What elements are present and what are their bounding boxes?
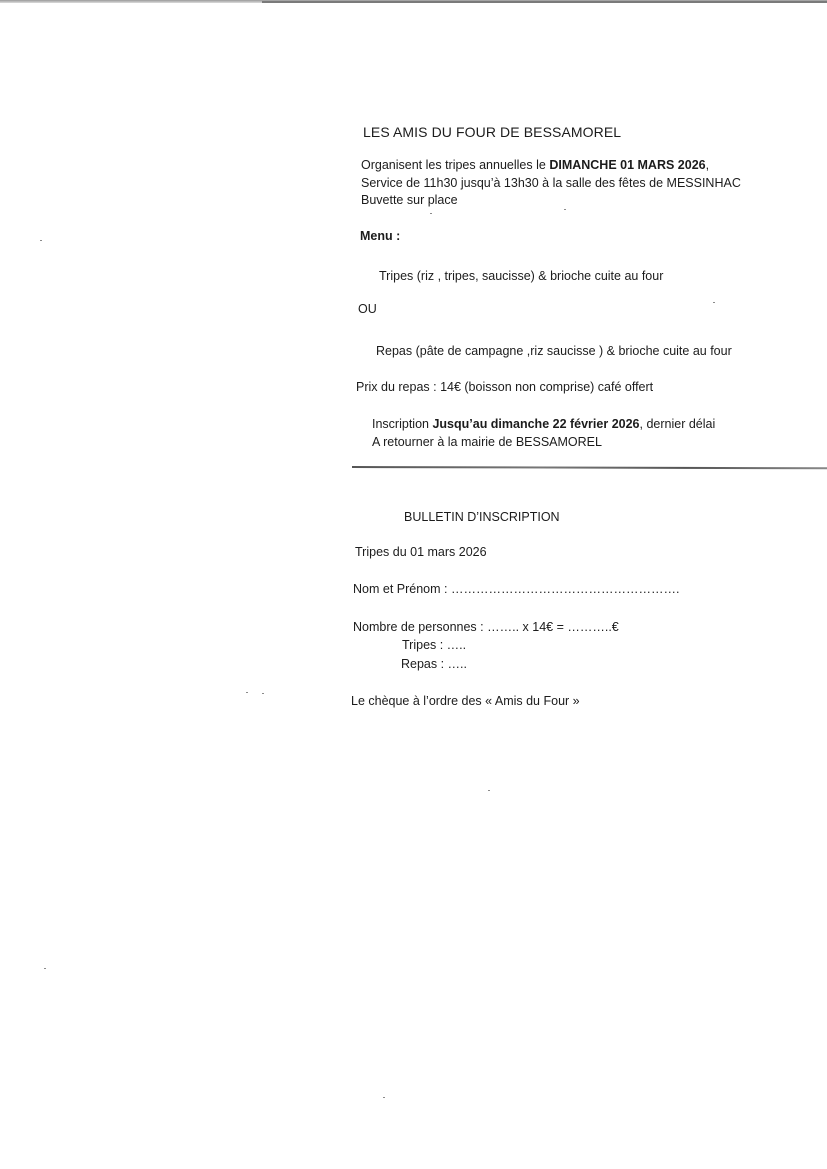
menu-price: Prix du repas : 14€ (boisson non comprise) café offert bbox=[356, 380, 654, 394]
scan-speck bbox=[40, 240, 42, 241]
form-event: Tripes du 01 mars 2026 bbox=[355, 545, 487, 559]
form-tripes-count-field: Tripes : ….. bbox=[402, 638, 467, 652]
return-to-line: A retourner à la mairie de BESSAMOREL bbox=[372, 435, 602, 449]
announcement-suffix: , bbox=[705, 158, 710, 172]
menu-label: Menu : bbox=[360, 229, 401, 243]
scan-speck bbox=[488, 790, 490, 791]
form-people-count-field: Nombre de personnes : …….. x 14€ = ………..€ bbox=[353, 620, 619, 634]
scan-top-edge-dark bbox=[262, 1, 827, 3]
form-name-field: Nom et Prénom : ………………………………………………. bbox=[353, 582, 680, 596]
announcement-prefix: Organisent les tripes annuelles le bbox=[361, 158, 550, 172]
form-title: BULLETIN D’INSCRIPTION bbox=[404, 510, 560, 524]
scan-speck bbox=[713, 302, 715, 303]
service-hours-line: Service de 11h30 jusqu’à 13h30 à la salle des fêtes de MESSINHAC bbox=[361, 176, 741, 190]
scan-speck bbox=[44, 968, 46, 969]
form-repas-count-field: Repas : ….. bbox=[401, 657, 467, 671]
form-cheque-note: Le chèque à l’ordre des « Amis du Four » bbox=[351, 694, 580, 708]
scan-speck bbox=[564, 209, 566, 210]
scan-speck bbox=[430, 213, 432, 214]
menu-option-repas: Repas (pâte de campagne ,riz saucisse ) & brioche cuite au four bbox=[376, 344, 732, 358]
registration-deadline-line: Inscription Jusqu’au dimanche 22 février 2026, dernier délai bbox=[372, 417, 716, 431]
event-date: DIMANCHE 01 MARS 2026 bbox=[549, 158, 706, 172]
menu-or: OU bbox=[358, 302, 377, 316]
scan-speck bbox=[262, 693, 264, 694]
section-divider bbox=[352, 466, 827, 469]
scan-speck bbox=[383, 1097, 385, 1098]
scan-speck bbox=[246, 692, 248, 693]
bar-line: Buvette sur place bbox=[361, 193, 458, 207]
menu-option-tripes: Tripes (riz , tripes, saucisse) & brioche cuite au four bbox=[379, 269, 664, 283]
announcement-line-1 bbox=[361, 157, 709, 173]
deadline-date: Jusqu’au dimanche 22 février 2026 bbox=[432, 417, 640, 431]
association-title: LES AMIS DU FOUR DE BESSAMOREL bbox=[363, 124, 622, 140]
